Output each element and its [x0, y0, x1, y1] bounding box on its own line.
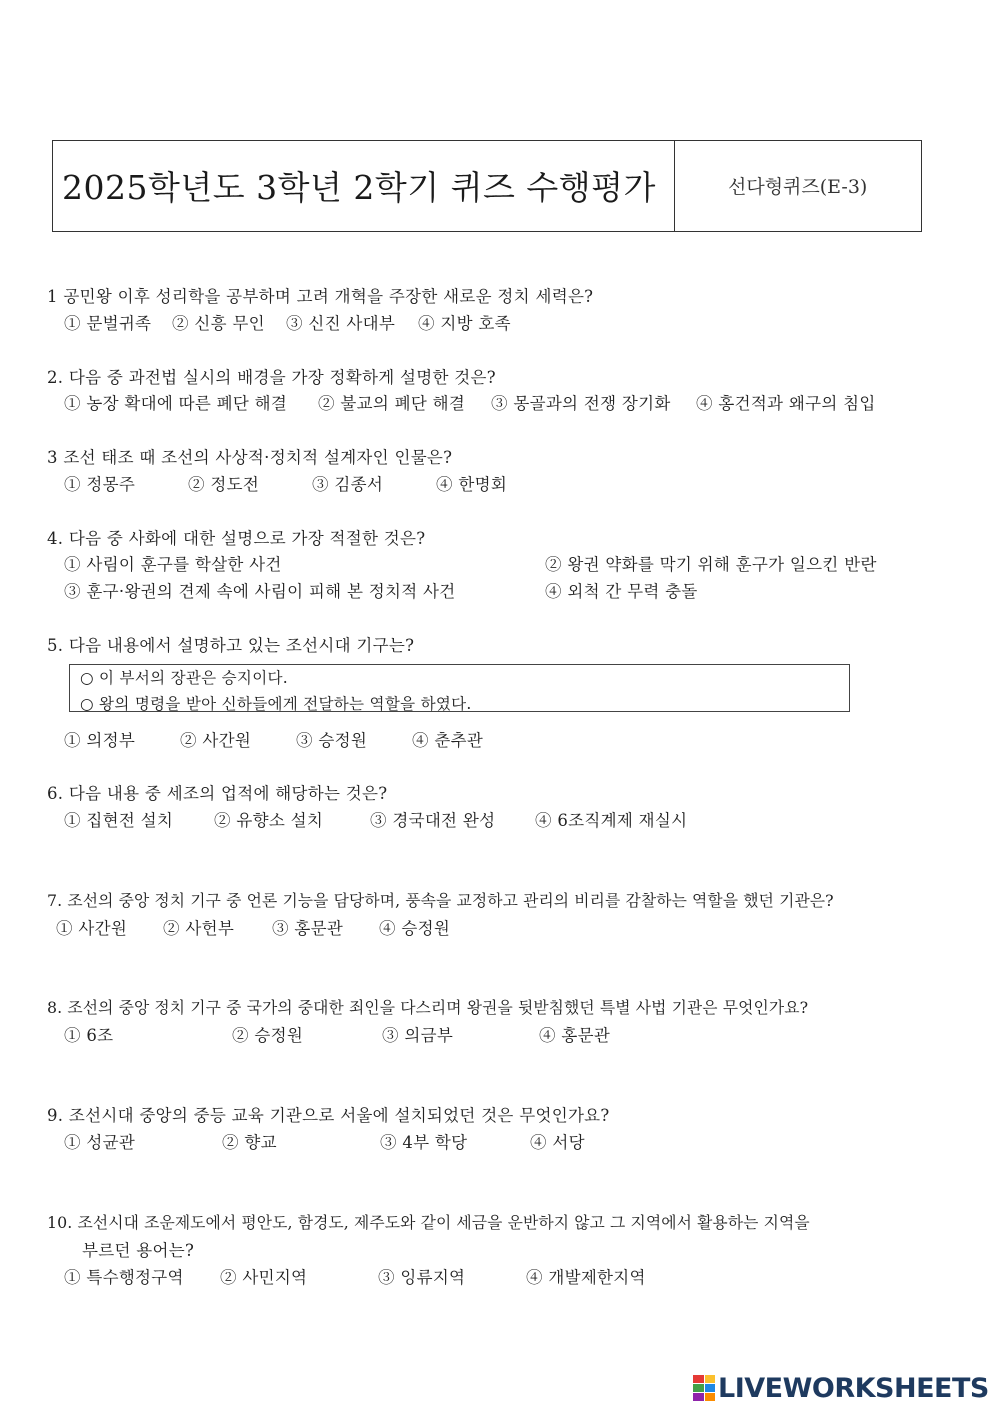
q9-option-1[interactable]: ① 성균관 — [64, 1133, 136, 1152]
quote-line-2: ○ 왕의 명령을 받아 신하들에게 전달하는 역할을 하였다. — [80, 695, 472, 713]
question-1: 1 공민왕 이후 성리학을 공부하며 고려 개혁을 주장한 새로운 정치 세력은? — [47, 287, 594, 306]
q5-option-1[interactable]: ① 의정부 — [64, 731, 136, 750]
quote-line-1: ○ 이 부서의 장관은 승지이다. — [80, 669, 288, 687]
question-2: 2. 다음 중 과전법 실시의 배경을 가장 정확하게 설명한 것은? — [47, 368, 496, 387]
q4-option-2[interactable]: ② 왕권 약화를 막기 위해 훈구가 일으킨 반란 — [545, 555, 877, 574]
q8-option-4[interactable]: ④ 홍문관 — [539, 1026, 611, 1045]
q1-option-3[interactable]: ③ 신진 사대부 — [286, 314, 396, 333]
q6-option-3[interactable]: ③ 경국대전 완성 — [370, 811, 496, 830]
q10-option-4[interactable]: ④ 개발제한지역 — [526, 1268, 646, 1287]
q4-option-4[interactable]: ④ 외척 간 무력 충돌 — [545, 582, 698, 601]
logo-tile-5 — [693, 1393, 704, 1401]
q1-option-2[interactable]: ② 신흥 무인 — [172, 314, 265, 333]
q5-option-2[interactable]: ② 사간원 — [180, 731, 252, 750]
q8-option-1[interactable]: ① 6조 — [64, 1026, 114, 1045]
question-5: 5. 다음 내용에서 설명하고 있는 조선시대 기구는? — [47, 636, 415, 655]
q4-option-3[interactable]: ③ 훈구·왕권의 견제 속에 사림이 피해 본 정치적 사건 — [64, 582, 456, 601]
q9-option-2[interactable]: ② 향교 — [222, 1133, 277, 1152]
logo-text: LIVEWORKSHEETS — [718, 1372, 989, 1404]
q10-option-1[interactable]: ① 특수행정구역 — [64, 1268, 184, 1287]
q6-option-2[interactable]: ② 유향소 설치 — [214, 811, 324, 830]
q2-option-2[interactable]: ② 불교의 폐단 해결 — [318, 394, 466, 413]
q2-option-4[interactable]: ④ 홍건적과 왜구의 침입 — [696, 394, 876, 413]
logo-tile-3 — [693, 1384, 704, 1392]
q1-option-1[interactable]: ① 문벌귀족 — [64, 314, 152, 333]
q9-option-4[interactable]: ④ 서당 — [530, 1133, 585, 1152]
q1-option-4[interactable]: ④ 지방 호족 — [418, 314, 511, 333]
q2-option-1[interactable]: ① 농장 확대에 따른 폐단 해결 — [64, 394, 288, 413]
liveworksheets-logo[interactable] — [693, 1372, 989, 1404]
page-title: 2025학년도 3학년 2학기 퀴즈 수행평가 — [62, 168, 656, 207]
question-10-line-2: 부르던 용어는? — [82, 1241, 195, 1260]
logo-tile-6 — [705, 1393, 716, 1401]
q2-option-3[interactable]: ③ 몽골과의 전쟁 장기화 — [491, 394, 671, 413]
quiz-type-label: 선다형퀴즈(E-3) — [728, 176, 868, 198]
question-4: 4. 다음 중 사화에 대한 설명으로 가장 적절한 것은? — [47, 529, 426, 548]
question-9: 9. 조선시대 중앙의 중등 교육 기관으로 서울에 설치되었던 것은 무엇인가요? — [47, 1106, 610, 1125]
q3-option-1[interactable]: ① 정몽주 — [64, 475, 136, 494]
q3-option-4[interactable]: ④ 한명회 — [436, 475, 508, 494]
q7-option-2[interactable]: ② 사헌부 — [163, 919, 235, 938]
q8-option-3[interactable]: ③ 의금부 — [382, 1026, 454, 1045]
q5-option-3[interactable]: ③ 승정원 — [296, 731, 368, 750]
header-divider — [674, 140, 675, 232]
logo-tile-4 — [705, 1384, 716, 1392]
q5-option-4[interactable]: ④ 춘추관 — [412, 731, 484, 750]
logo-tile-1 — [693, 1375, 704, 1383]
q6-option-1[interactable]: ① 집현전 설치 — [64, 811, 174, 830]
q10-option-3[interactable]: ③ 잉류지역 — [378, 1268, 466, 1287]
question-7: 7. 조선의 중앙 정치 기구 중 언론 기능을 담당하며, 풍속을 교정하고 관리의 비리를 감찰하는 역할을 했던 기관은? — [47, 891, 834, 910]
logo-tile-2 — [705, 1375, 716, 1383]
q3-option-3[interactable]: ③ 김종서 — [312, 475, 384, 494]
question-8: 8. 조선의 중앙 정치 기구 중 국가의 중대한 죄인을 다스리며 왕권을 뒷받침했던 특별 사법 기관은 무엇인가요? — [47, 998, 809, 1017]
question-3: 3 조선 태조 때 조선의 사상적·정치적 설계자인 인물은? — [47, 448, 453, 467]
q10-option-2[interactable]: ② 사민지역 — [220, 1268, 308, 1287]
q8-option-2[interactable]: ② 승정원 — [232, 1026, 304, 1045]
logo-mark-icon — [693, 1375, 715, 1401]
q4-option-1[interactable]: ① 사림이 훈구를 학살한 사건 — [64, 555, 282, 574]
question-6: 6. 다음 내용 중 세조의 업적에 해당하는 것은? — [47, 784, 388, 803]
q7-option-1[interactable]: ① 사간원 — [56, 919, 128, 938]
q3-option-2[interactable]: ② 정도전 — [188, 475, 260, 494]
q6-option-4[interactable]: ④ 6조직계제 재실시 — [535, 811, 688, 830]
q9-option-3[interactable]: ③ 4부 학당 — [380, 1133, 468, 1152]
q7-option-4[interactable]: ④ 승정원 — [379, 919, 451, 938]
q7-option-3[interactable]: ③ 홍문관 — [272, 919, 344, 938]
question-10: 10. 조선시대 조운제도에서 평안도, 함경도, 제주도와 같이 세금을 운반하지 않고 그 지역에서 활용하는 지역을 — [47, 1213, 810, 1232]
